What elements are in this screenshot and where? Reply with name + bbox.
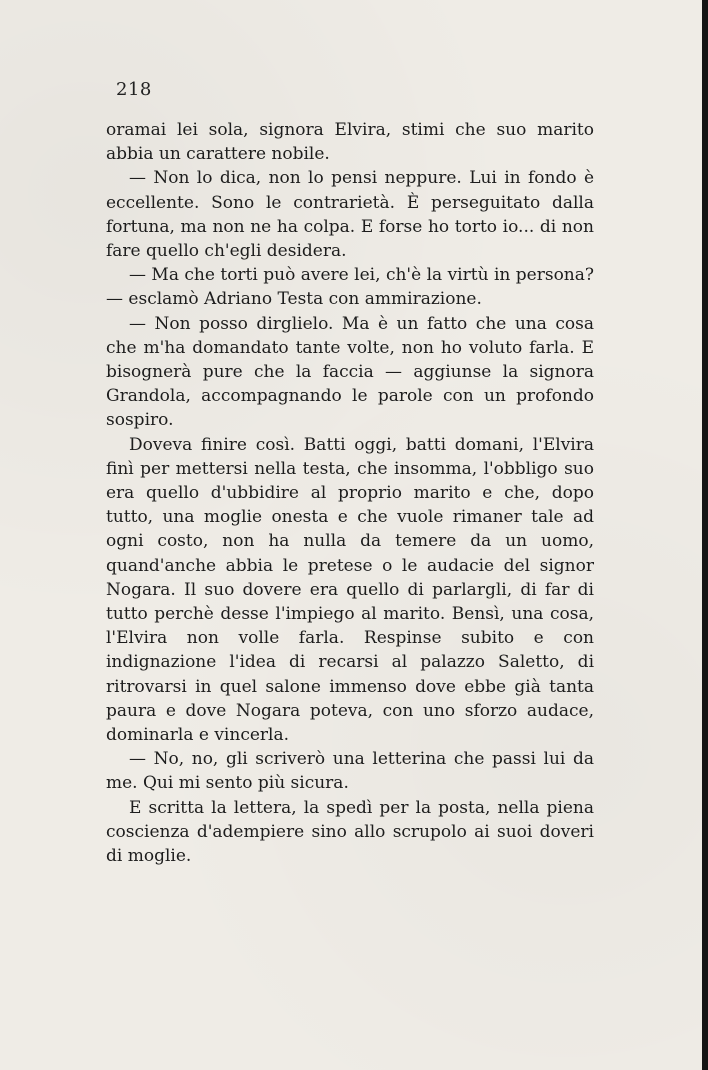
body-text [106,118,594,868]
paragraph: — Non lo dica, non lo pensi neppure. Lui in fondo è eccellente. Sono le contrarietà. È perseguitato dalla fortuna, ma non ne ha colpa. E forse ho torto io... di non fare quello ch'egli desidera. [106,168,594,262]
paragraph: — Non posso dirglielo. Ma è un fatto che una cosa che m'ha domandato tante volte, non ho voluto farla. E bisognerà pure che la faccia — aggiunse la signora Grandola, accompagnando le parole con un profondo sospiro. [106,313,594,431]
page-edge-line [702,0,708,1070]
paragraph: oramai lei sola, signora Elvira, stimi che suo marito abbia un carattere nobile. [106,120,594,165]
paragraph: — No, no, gli scriverò una letterina che passi lui da me. Qui mi sento più sicura. [106,749,594,794]
paragraph: E scritta la lettera, la spedì per la posta, nella piena coscienza d'adempiere sino allo scrupolo ai suoi doveri di moglie. [106,797,594,867]
paragraph: — Ma che torti può avere lei, ch'è la virtù in persona? — esclamò Adriano Testa con ammirazione. [106,265,594,310]
page-number: 218 [116,79,152,100]
paragraph: Doveva finire così. Batti oggi, batti domani, l'Elvira finì per mettersi nella testa, che insomma, l'obbligo suo era quello d'ubbidire al proprio marito e che, dopo tutto, una moglie onesta e che vuole rimaner tale ad ogni costo, non ha nulla da temere da un uomo, quand'anche abbia le pretese o le audacie del signor Nogara. Il suo dovere era quello di parlargli, di far di tutto perchè desse l'impiego al marito. Bensì, una cosa, l'Elvira non volle farla. Respinse subito e con indignazione l'idea di recarsi al palazzo Saletto, di ritrovarsi in quel salone immenso dove ebbe già tanta paura e dove Nogara poteva, con uno sforzo audace, dominarla e vincerla. [106,434,594,746]
